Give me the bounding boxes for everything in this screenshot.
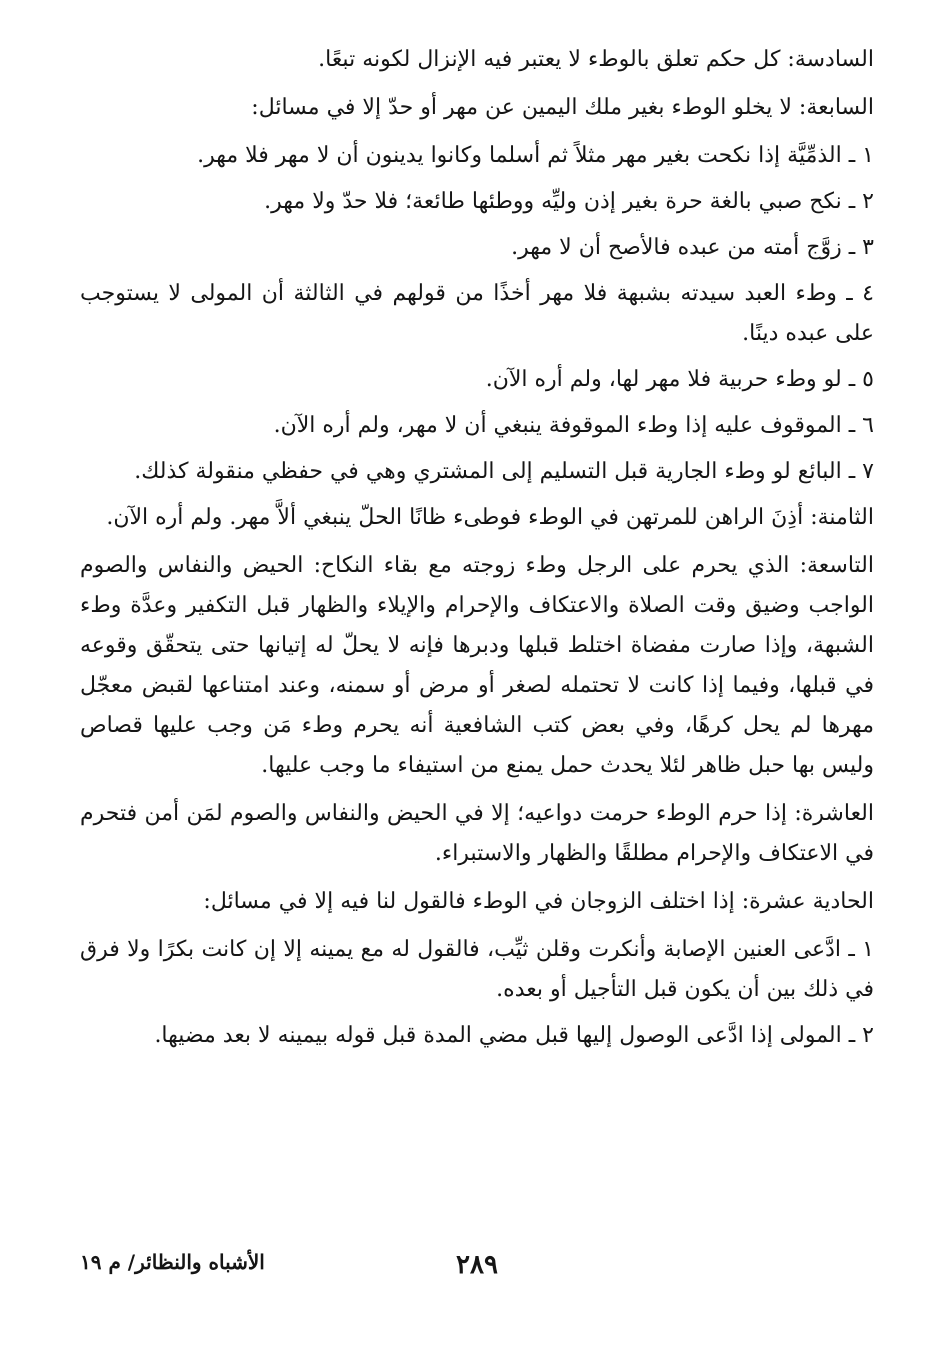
paragraph-sixth: السادسة: كل حكم تعلق بالوطء لا يعتبر فيه الإنزال لكونه تبعًا. [318, 47, 874, 72]
list-item: ١ ـ الذمِّيَّة إذا نكحت بغير مهر مثلاً ثم أسلما وكانوا يدينون أن لا مهر فلا مهر. [197, 143, 874, 168]
paragraph-tenth: العاشرة: إذا حرم الوطء حرمت دواعيه؛ إلا في الحيض والنفاس والصوم لمَن أمن فتحرم في الاعتكاف والإحرام مطلقًا والظهار والاستبراء. [80, 801, 874, 866]
list-item: ٦ ـ الموقوف عليه إذا وطء الموقوفة ينبغي أن لا مهر، ولم أره الآن. [273, 413, 874, 438]
list-item: ١ ـ ادَّعى العنين الإصابة وأنكرت وقلن ثيِّب، فالقول له مع يمينه إلا إن كانت بكرًا ولا فرق في ذلك بين أن يكون قبل التأجيل أو بعده. [80, 937, 874, 1002]
page-body [80, 40, 874, 1062]
paragraph-eighth: الثامنة: أذِنَ الراهن للمرتهن في الوطء فوطىء ظانًا الحلّ ينبغي ألاَّ مهر. ولم أره الآن. [106, 505, 874, 530]
book-signature: الأشباه والنظائر/ م ١٩ [80, 1250, 265, 1274]
page-number: ٢٨٩ [456, 1250, 498, 1280]
list-item: ٢ ـ المولى إذا ادَّعى الوصول إليها قبل مضي المدة قبل قوله بيمينه لا بعد مضيها. [154, 1023, 874, 1048]
paragraph-eleventh: الحادية عشرة: إذا اختلف الزوجان في الوطء فالقول لنا فيه إلا في مسائل: [203, 889, 874, 914]
list-item: ٢ ـ نكح صبي بالغة حرة بغير إذن وليِّه ووطئها طائعة؛ فلا حدّ ولا مهر. [264, 189, 874, 214]
paragraph-seventh: السابعة: لا يخلو الوطء بغير ملك اليمين عن مهر أو حدّ إلا في مسائل: [251, 95, 874, 120]
list-item: ٧ ـ البائع لو وطء الجارية قبل التسليم إلى المشتري وهي في حفظي منقولة كذلك. [134, 459, 874, 484]
list-item: ٣ ـ زوَّج أمته من عبده فالأصح أن لا مهر. [511, 235, 874, 260]
list-item: ٥ ـ لو وطء حربية فلا مهر لها، ولم أره الآن. [485, 367, 874, 392]
page-footer [80, 1250, 874, 1290]
list-item: ٤ ـ وطء العبد سيدته بشبهة فلا مهر أخذًا من قولهم في الثالثة أن المولى لا يستوجب على عبده دينًا. [80, 281, 874, 346]
paragraph-ninth: التاسعة: الذي يحرم على الرجل وطء زوجته مع بقاء النكاح: الحيض والنفاس والصوم الواجب وضيق وقت الصلاة والاعتكاف والإحرام والإيلاء والظهار قبل التكفير وعدَّة وطء الشبهة، وإذا صارت مفضاة اختلط قبلها ودبرها فإنه لا يحلّ له إتيانها حتى يتحقّق وقوعه في قبلها، وفيما إذا كانت لا تحتمله لصغر أو مرض أو سمنه، وعند امتناعها لقبض معجّل مهرها لم يحل كرهًا، وفي بعض كتب الشافعية أنه يحرم وطء مَن وجب عليها قصاص وليس بها حبل ظاهر لئلا يحدث حمل يمنع من استيفاء ما وجب عليها. [80, 553, 874, 778]
